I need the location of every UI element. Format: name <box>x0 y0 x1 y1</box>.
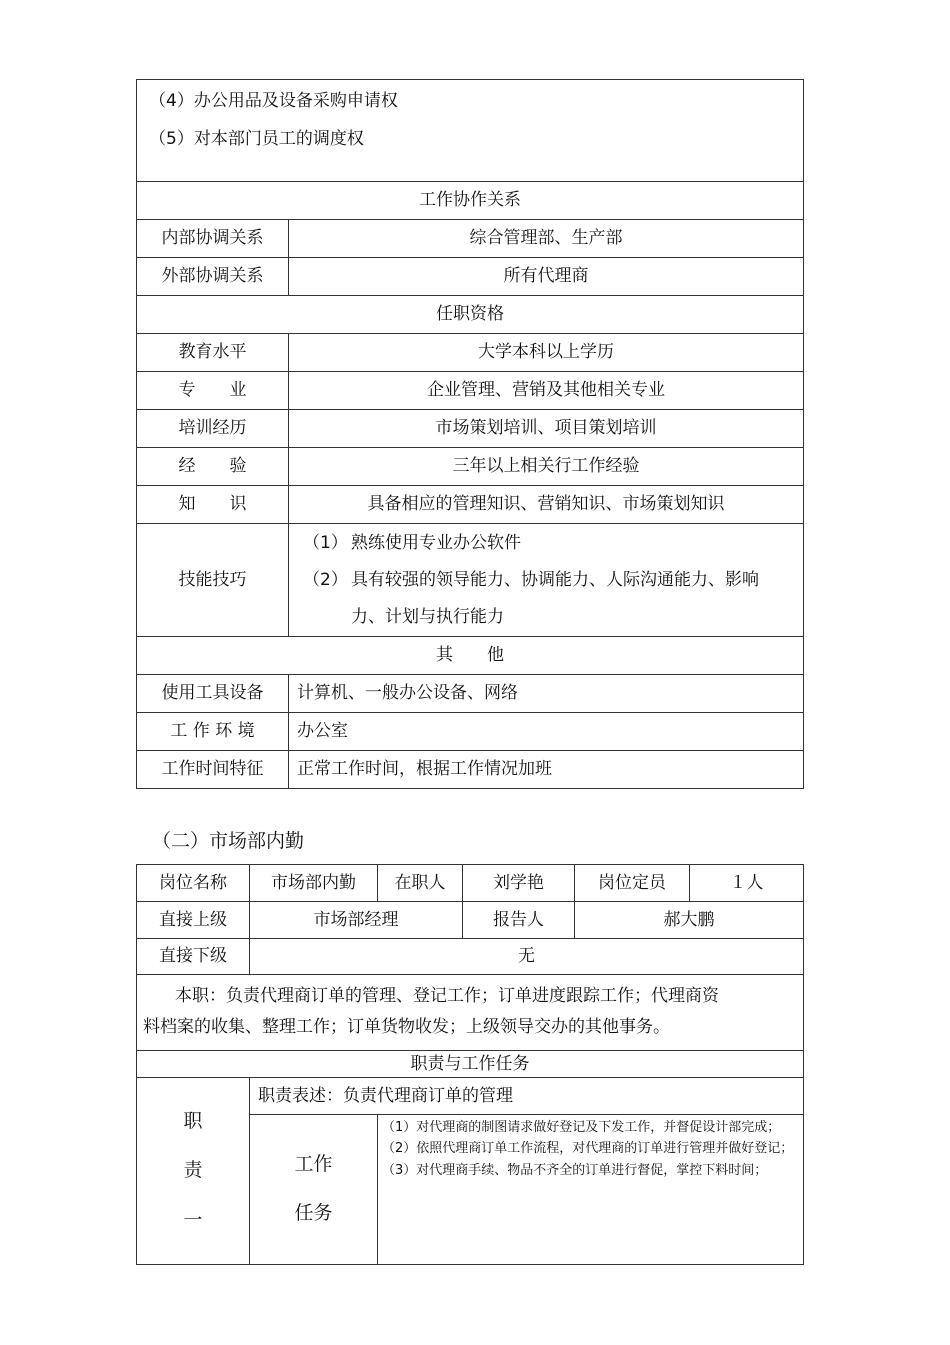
headcount-value: １人 <box>690 865 804 902</box>
duty-one-char: 责 <box>183 1159 203 1182</box>
work-time-label: 工作时间特征 <box>137 751 289 789</box>
work-tasks-label <box>250 1114 378 1264</box>
job-spec-table-1 <box>136 79 804 789</box>
permission-item: （5）对本部门员工的调度权 <box>149 129 364 149</box>
work-time-value: 正常工作时间，根据工作情况加班 <box>289 751 804 789</box>
education-label: 教育水平 <box>137 334 289 372</box>
education-value: 大学本科以上学历 <box>289 334 804 372</box>
experience-value: 三年以上相关行工作经验 <box>289 448 804 486</box>
cooperation-header: 工作协作关系 <box>137 182 804 220</box>
incumbent-label: 在职人 <box>378 865 463 902</box>
environment-value: 办公室 <box>289 713 804 751</box>
permission-item: （4）办公用品及设备采购申请权 <box>149 91 398 111</box>
skill-number: （1） <box>303 532 348 553</box>
permissions-cell <box>137 80 804 182</box>
main-duty-line: 本职：负责代理商订单的管理、登记工作；订单进度跟踪工作；代理商资 <box>175 986 719 1006</box>
tools-value: 计算机、一般办公设备、网络 <box>289 675 804 713</box>
section-title: （二）市场部内勤 <box>152 830 305 852</box>
external-value: 所有代理商 <box>289 258 804 296</box>
subordinate-label: 直接下级 <box>137 939 250 975</box>
work-task-item: （1）对代理商的制图请求做好登记及下发工作，并督促设计部完成； <box>382 1119 781 1135</box>
major-value: 企业管理、营销及其他相关专业 <box>289 372 804 410</box>
headcount-label: 岗位定员 <box>575 865 690 902</box>
work-task-item: （2）依照代理商订单工作流程，对代理商的订单进行管理并做好登记； <box>382 1141 794 1157</box>
main-duty-line: 料档案的收集、整理工作；订单货物收发；上级领导交办的其他事务。 <box>143 1017 670 1038</box>
training-label: 培训经历 <box>137 410 289 448</box>
environment-label: 工 作 环 境 <box>137 713 289 751</box>
main-duty-cell <box>137 975 804 1051</box>
skills-label: 技能技巧 <box>137 524 289 637</box>
job-spec-table-2 <box>136 864 804 1265</box>
tools-label: 使用工具设备 <box>137 675 289 713</box>
post-name-value: 市场部内勤 <box>250 865 378 902</box>
major-label: 专 业 <box>137 372 289 410</box>
reporter-value: 郝大鹏 <box>575 902 804 939</box>
work-tasks-label-line: 任务 <box>294 1202 333 1225</box>
skill-text: 熟练使用专业办公软件 <box>351 532 521 553</box>
external-label: 外部协调关系 <box>137 258 289 296</box>
work-task-item: （3）对代理商手续、物品不齐全的订单进行督促，掌控下料时间； <box>382 1162 768 1178</box>
skills-cell <box>289 524 804 637</box>
other-header: 其 他 <box>137 637 804 675</box>
skill-text: 具有较强的领导能力、协调能力、人际沟通能力、影响力、计划与执行能力 <box>351 569 759 627</box>
subordinate-value: 无 <box>250 939 804 975</box>
duty-one-char: 一 <box>183 1208 203 1231</box>
duty-description: 职责表述：负责代理商订单的管理 <box>250 1077 804 1114</box>
skill-number: （2） <box>303 569 348 590</box>
work-tasks-label-line: 工作 <box>294 1152 333 1175</box>
qualification-header: 任职资格 <box>137 296 804 334</box>
incumbent-value: 刘学艳 <box>463 865 575 902</box>
internal-value: 综合管理部、生产部 <box>289 220 804 258</box>
post-name-label: 岗位名称 <box>137 865 250 902</box>
skill-item <box>289 525 803 562</box>
reporter-label: 报告人 <box>463 902 575 939</box>
knowledge-label: 知 识 <box>137 486 289 524</box>
knowledge-value: 具备相应的管理知识、营销知识、市场策划知识 <box>289 486 804 524</box>
duty-one-label <box>137 1077 250 1264</box>
superior-label: 直接上级 <box>137 902 250 939</box>
experience-label: 经 验 <box>137 448 289 486</box>
internal-label: 内部协调关系 <box>137 220 289 258</box>
training-value: 市场策划培训、项目策划培训 <box>289 410 804 448</box>
skill-item <box>289 562 803 636</box>
superior-value: 市场部经理 <box>250 902 463 939</box>
duty-one-char: 职 <box>183 1109 203 1132</box>
tasks-header: 职责与工作任务 <box>137 1050 804 1077</box>
work-tasks-list <box>378 1114 804 1264</box>
